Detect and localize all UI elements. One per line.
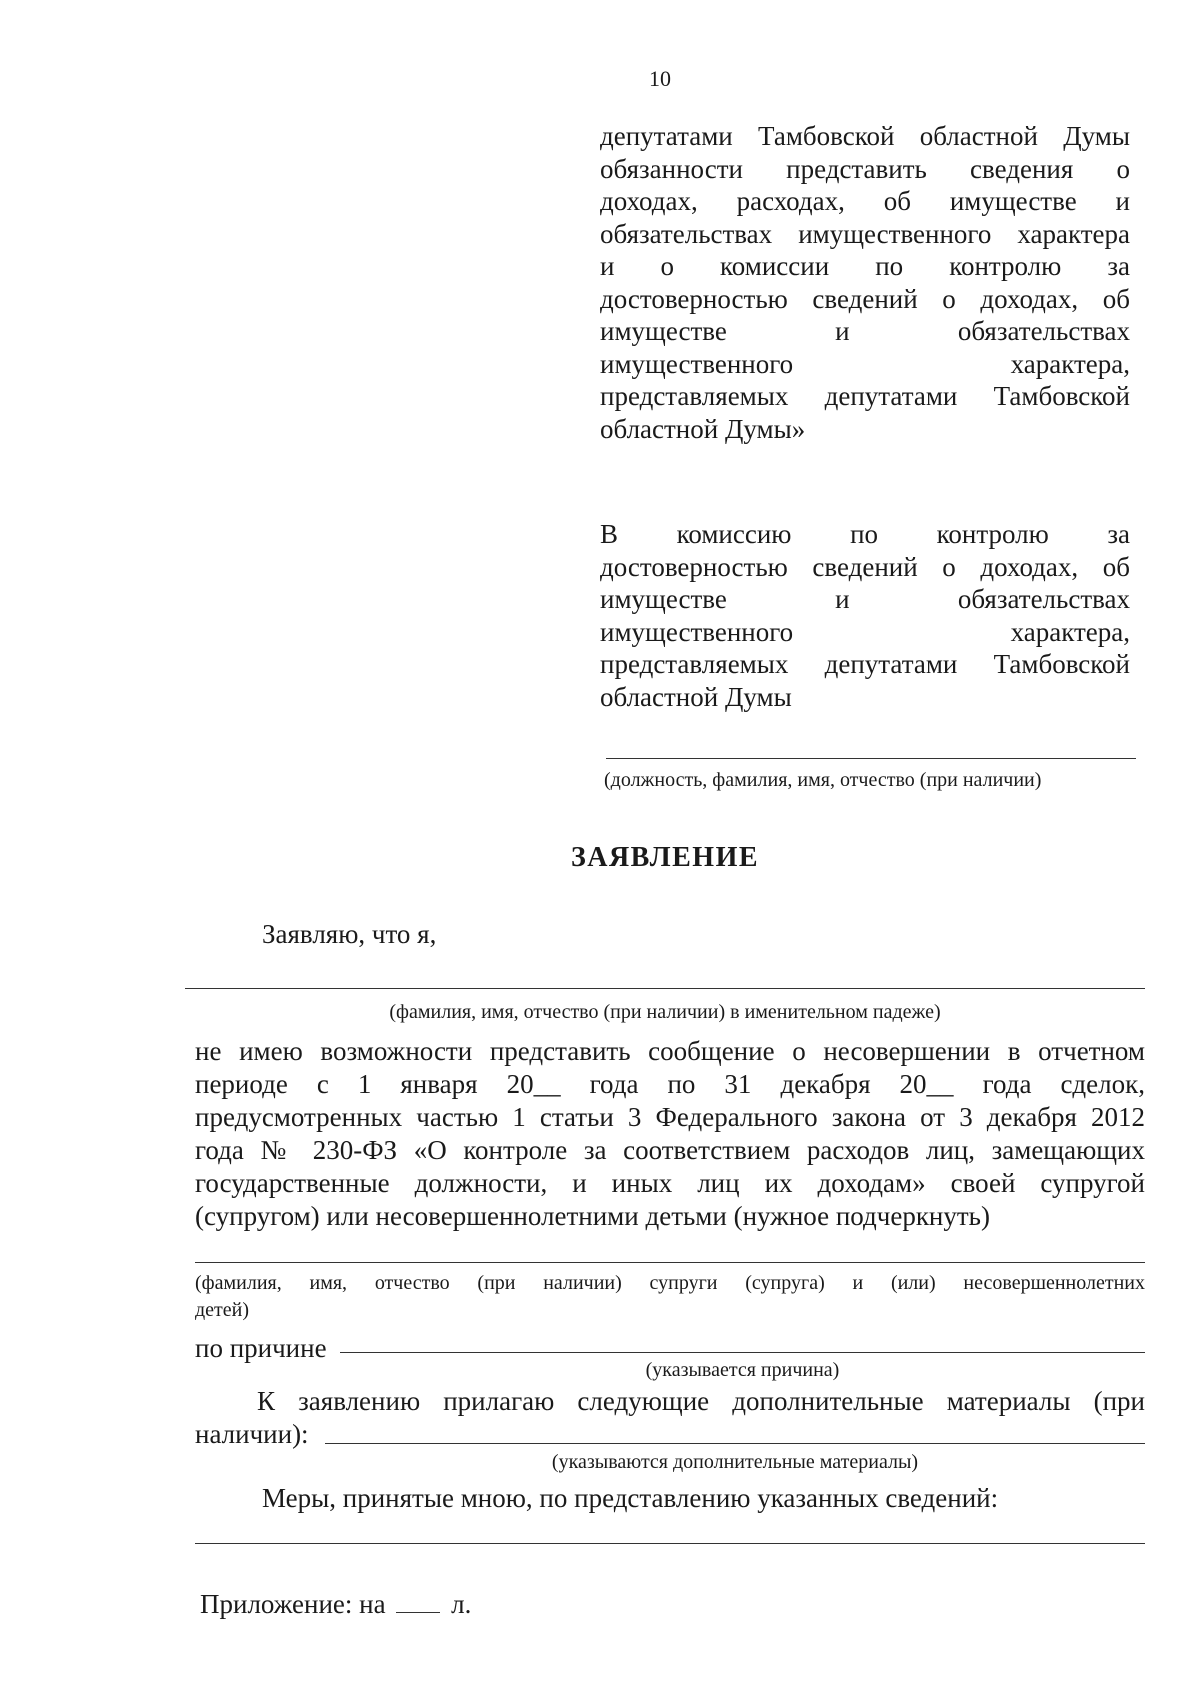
document-title: ЗАЯВЛЕНИЕ	[570, 842, 760, 873]
addressee-line: представляемых депутатами Тамбовской	[600, 649, 1130, 679]
appendix-prefix: Приложение: на	[200, 1589, 386, 1619]
sender-blank-line[interactable]	[606, 758, 1136, 759]
heading-line: имуществе и обязательствах	[600, 316, 1130, 346]
statement-line: не имею возможности представить сообщение о несовершении в отчетном	[195, 1036, 1145, 1066]
sender-caption: (должность, фамилия, имя, отчество (при наличии)	[604, 769, 1042, 791]
page-number: 10	[649, 66, 671, 91]
heading-line: депутатами Тамбовской областной Думы	[600, 121, 1130, 151]
family-caption	[195, 1270, 1145, 1324]
addressee-line: В комиссию по контролю за	[600, 519, 1130, 549]
reason-caption: (указывается причина)	[645, 1359, 840, 1381]
attachments-line: К заявлению прилагаю следующие дополнительные материалы (при	[257, 1386, 1145, 1416]
family-caption-line: (фамилия, имя, отчество (при наличии) супруги (супруга) и (или) несовершеннолетних	[195, 1272, 1145, 1294]
attachments-blank-line[interactable]	[325, 1443, 1145, 1444]
statement-line: года № 230-ФЗ «О контроле за соответствием расходов лиц, замещающих	[195, 1135, 1145, 1165]
attachments-caption: (указываются дополнительные материалы)	[551, 1451, 919, 1473]
statement-line: предусмотренных частью 1 статьи 3 Федерального закона от 3 декабря 2012	[195, 1102, 1145, 1132]
appendix-suffix: л.	[451, 1589, 472, 1619]
attachments-paragraph	[195, 1385, 1145, 1451]
appendix-pages-blank[interactable]	[396, 1590, 440, 1613]
appendix-heading-block	[600, 120, 1130, 445]
intro-text: Заявляю, что я,	[262, 919, 437, 949]
heading-line: имущественного характера,	[600, 348, 1130, 379]
statement-line: государственные должности, и иных лиц их доходам» своей супругой	[195, 1168, 1145, 1198]
heading-line: представляемых депутатами Тамбовской	[600, 381, 1130, 411]
statement-paragraph	[195, 1035, 1145, 1233]
heading-line: достоверностью сведений о доходах, об	[600, 283, 1130, 314]
family-caption-line: детей)	[195, 1299, 250, 1321]
measures-label: Меры, принятые мною, по представлению указанных сведений:	[262, 1483, 999, 1513]
addressee-line: достоверностью сведений о доходах, об	[600, 551, 1130, 582]
heading-line: областной Думы»	[600, 413, 806, 444]
reason-blank-line[interactable]	[340, 1352, 1145, 1353]
heading-line: доходах, расходах, об имуществе и	[600, 186, 1130, 216]
appendix-line	[200, 1588, 471, 1620]
statement-line: (супругом) или несовершеннолетними детьми (нужное подчеркнуть)	[195, 1201, 990, 1231]
reason-label: по причине	[195, 1333, 327, 1363]
addressee-block	[600, 518, 1130, 713]
heading-line: обязательствах имущественного характера	[600, 218, 1130, 249]
addressee-line: имущественного характера,	[600, 616, 1130, 647]
attachments-line: наличии):	[195, 1419, 309, 1449]
applicant-blank-line[interactable]	[185, 988, 1145, 989]
statement-line: периоде с 1 января 20__ года по 31 декабря 20__ года сделок,	[195, 1069, 1145, 1099]
measures-blank-line[interactable]	[195, 1543, 1145, 1544]
heading-line: обязанности представить сведения о	[600, 153, 1130, 184]
family-blank-line[interactable]	[195, 1262, 1145, 1263]
heading-line: и о комиссии по контролю за	[600, 251, 1130, 281]
applicant-caption: (фамилия, имя, отчество (при наличии) в именительном падеже)	[389, 1001, 941, 1023]
addressee-line: имуществе и обязательствах	[600, 584, 1130, 614]
addressee-line: областной Думы	[600, 681, 792, 712]
